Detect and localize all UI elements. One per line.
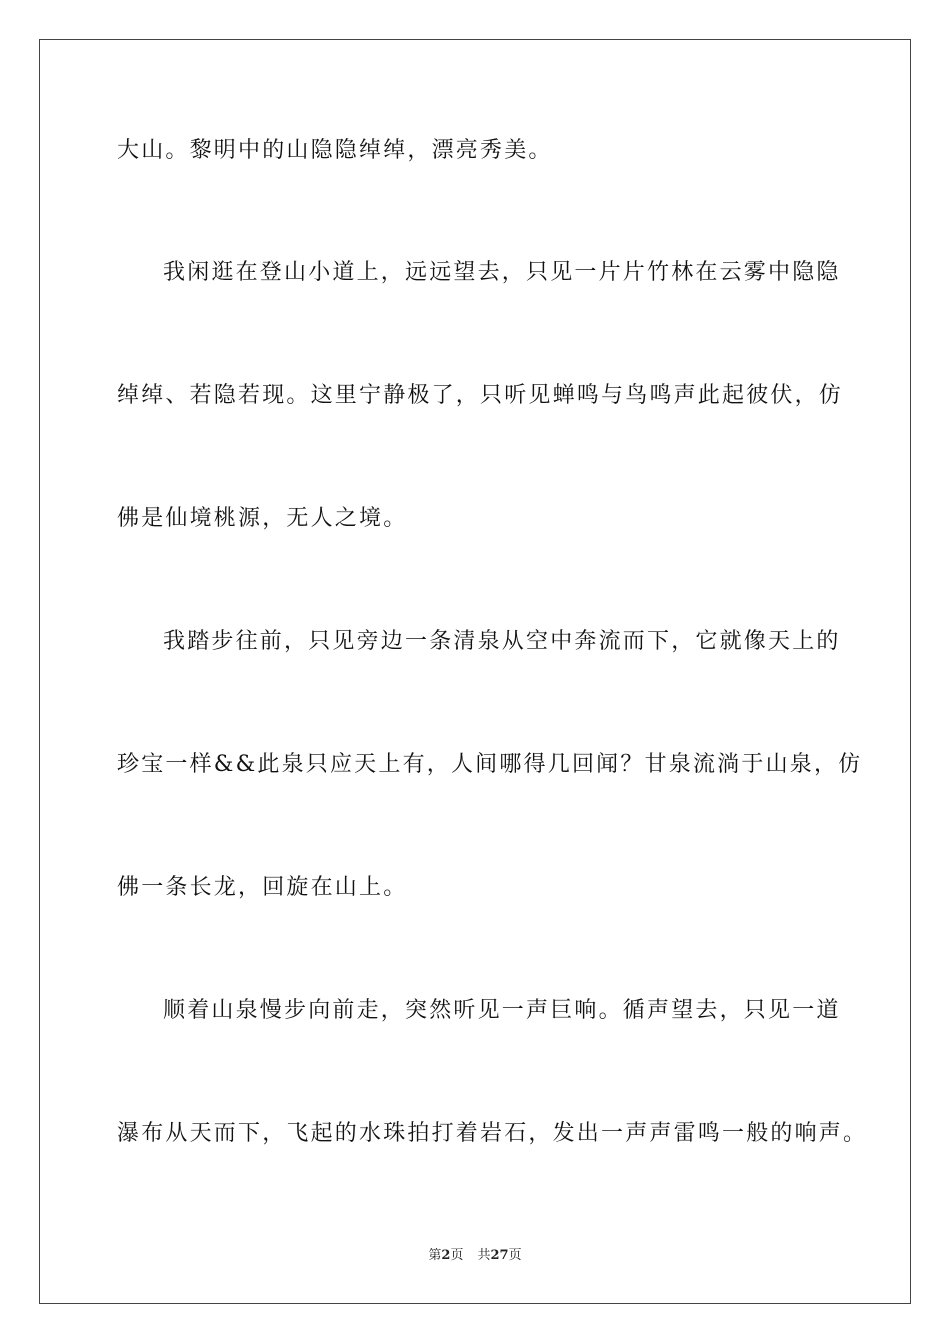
text-line-3: 绰绰、若隐若现。这里宁静极了，只听见蝉鸣与鸟鸣声此起彼伏，仿 [117, 383, 844, 408]
text-line-6: 珍宝一样&&此泉只应天上有，人间哪得几回闻？甘泉流淌于山泉，仿 [117, 752, 863, 777]
page-suffix: 页 [450, 1248, 464, 1263]
text-line-7: 佛一条长龙，回旋在山上。 [117, 875, 408, 900]
text-line-1: 大山。黎明中的山隐隐绰绰，漂亮秀美。 [117, 138, 553, 163]
text-line-2: 我闲逛在登山小道上，远远望去，只见一片片竹林在云雾中隐隐 [163, 260, 841, 285]
total-pages: 27 [490, 1248, 509, 1263]
text-line-4: 佛是仙境桃源，无人之境。 [117, 506, 408, 531]
page-border [39, 39, 911, 1304]
page-footer [0, 1247, 950, 1265]
page-number: 2 [441, 1248, 451, 1263]
total-prefix: 共 [477, 1248, 491, 1263]
text-line-5: 我踏步往前，只见旁边一条清泉从空中奔流而下，它就像天上的 [163, 629, 841, 654]
page-prefix: 第 [428, 1248, 442, 1263]
total-suffix: 页 [508, 1248, 522, 1263]
text-line-8: 顺着山泉慢步向前走，突然听见一声巨响。循声望去，只见一道 [163, 998, 841, 1023]
text-line-9: 瀑布从天而下，飞起的水珠拍打着岩石，发出一声声雷鸣一般的响声。 [117, 1121, 868, 1146]
